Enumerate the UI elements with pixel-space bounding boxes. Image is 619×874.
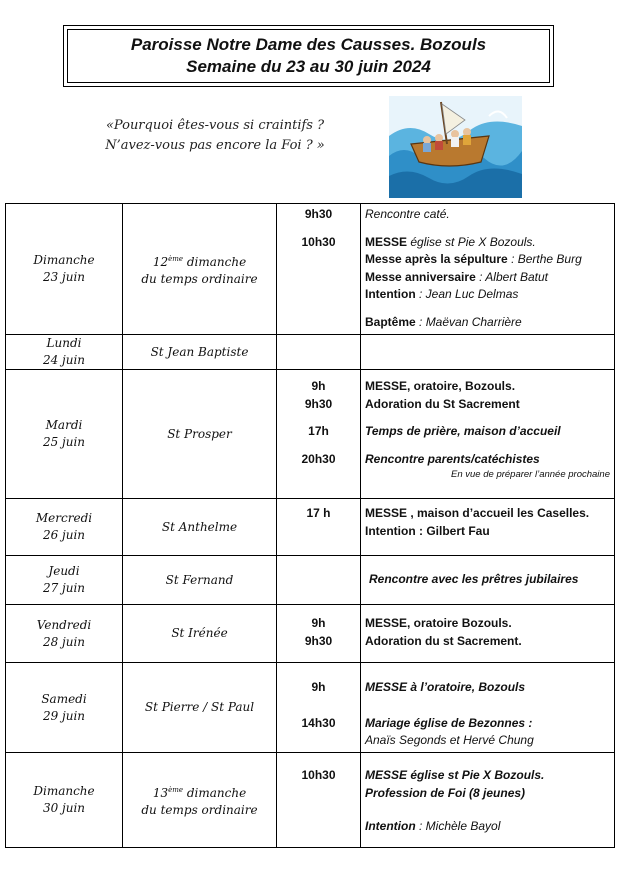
activity-line: MESSE, oratoire Bozouls. bbox=[365, 616, 512, 630]
day-date: 26 juin bbox=[42, 528, 86, 542]
time-entry: 9h bbox=[311, 616, 326, 630]
activity-line bbox=[361, 251, 614, 269]
time-entry: 20h30 bbox=[301, 451, 336, 466]
time-entry: 9h30 bbox=[304, 396, 333, 411]
activity-line: Mariage église de Bezonnes : bbox=[365, 715, 533, 730]
ordinal-suffix: ème bbox=[168, 785, 184, 794]
activity-line: Adoration du st Sacrement. bbox=[365, 633, 522, 648]
day-date: 23 juin bbox=[42, 270, 86, 284]
day-cell bbox=[6, 204, 123, 335]
activity-bold: Baptême bbox=[365, 314, 416, 329]
time-entry: 9h bbox=[311, 680, 326, 694]
time-entry: 10h30 bbox=[301, 234, 336, 249]
parish-title: Paroisse Notre Dame des Causses. Bozouls bbox=[130, 35, 487, 54]
liturgical-day-line-1 bbox=[123, 251, 276, 271]
time-entry: 9h bbox=[311, 379, 326, 393]
activity-cell bbox=[361, 335, 615, 370]
day-name: Samedi bbox=[41, 691, 87, 706]
activity-line bbox=[361, 818, 614, 836]
day-name: Vendredi bbox=[36, 617, 92, 632]
activity-cell bbox=[361, 663, 615, 753]
schedule-row bbox=[6, 335, 615, 370]
week-title: Semaine du 23 au 30 juin 2024 bbox=[186, 57, 431, 76]
activity-cell bbox=[361, 499, 615, 556]
ordinal-rest: dimanche bbox=[183, 785, 247, 800]
saint-cell bbox=[123, 204, 277, 335]
schedule-row bbox=[6, 204, 615, 335]
activity-note: En vue de préparer l’année prochaine bbox=[451, 469, 610, 480]
activity-detail: : Albert Batut bbox=[475, 269, 549, 284]
schedule-table bbox=[5, 203, 615, 848]
activity-cell bbox=[361, 204, 615, 335]
time-cell bbox=[277, 204, 361, 335]
saint-cell bbox=[123, 335, 277, 370]
activity-line: MESSE à l’oratoire, Bozouls bbox=[365, 680, 526, 694]
activity-line: Anaïs Segonds et Hervé Chung bbox=[365, 733, 534, 747]
saint-cell bbox=[123, 499, 277, 556]
liturgical-day-line-2: du temps ordinaire bbox=[141, 802, 258, 817]
ordinal-rest: dimanche bbox=[183, 254, 247, 269]
day-date: 30 juin bbox=[42, 801, 86, 815]
activity-bold: Messe après la sépulture bbox=[365, 252, 508, 266]
activity-bold: Intention bbox=[365, 819, 416, 833]
schedule-row bbox=[6, 556, 615, 605]
day-date: 27 juin bbox=[42, 581, 86, 595]
activity-line bbox=[361, 286, 614, 304]
time-entry: 9h30 bbox=[304, 633, 333, 648]
day-date: 28 juin bbox=[42, 634, 86, 649]
saint-name: St Fernand bbox=[165, 572, 234, 587]
saint-name: St Prosper bbox=[167, 426, 232, 441]
saint-cell bbox=[123, 556, 277, 605]
activity-line bbox=[361, 314, 614, 332]
time-cell bbox=[277, 753, 361, 848]
day-name: Jeudi bbox=[48, 564, 80, 578]
activity-detail: : Berthe Burg bbox=[507, 252, 582, 266]
activity-cell bbox=[361, 605, 615, 663]
saint-name: St Pierre / St Paul bbox=[144, 700, 255, 714]
activity-line bbox=[361, 269, 614, 287]
time-cell bbox=[277, 335, 361, 370]
day-name: Dimanche bbox=[33, 253, 95, 267]
activity-line: Rencontre caté. bbox=[365, 207, 450, 221]
day-name: Mardi bbox=[45, 418, 83, 432]
ordinal-number: 12 bbox=[152, 254, 169, 269]
liturgical-day-line-2: du temps ordinaire bbox=[141, 271, 258, 286]
quote-line-2: N’avez-vous pas encore la Foi ? » bbox=[105, 138, 325, 153]
day-cell bbox=[6, 499, 123, 556]
activity-line: MESSE , maison d’accueil les Caselles. bbox=[365, 506, 590, 520]
day-cell bbox=[6, 753, 123, 848]
schedule-row bbox=[6, 605, 615, 663]
time-entry: 14h30 bbox=[301, 715, 336, 730]
day-name: Lundi bbox=[46, 336, 82, 350]
day-cell bbox=[6, 370, 123, 499]
saint-name: St Anthelme bbox=[161, 519, 238, 534]
activity-line: Rencontre parents/catéchistes bbox=[365, 451, 540, 466]
activity-cell bbox=[361, 370, 615, 499]
day-cell bbox=[6, 605, 123, 663]
time-entry: 9h30 bbox=[304, 207, 333, 221]
activity-line: Temps de prière, maison d’accueil bbox=[365, 424, 561, 438]
day-date: 24 juin bbox=[42, 353, 86, 367]
activity-cell bbox=[361, 753, 615, 848]
day-cell bbox=[6, 556, 123, 605]
saint-cell bbox=[123, 663, 277, 753]
ordinal-number: 13 bbox=[152, 785, 169, 800]
activity-line: Intention : Gilbert Fau bbox=[365, 523, 490, 538]
time-entry: 17 h bbox=[306, 506, 331, 520]
schedule-row bbox=[6, 499, 615, 556]
schedule-row bbox=[6, 663, 615, 753]
time-entry: 10h30 bbox=[301, 768, 336, 782]
schedule-row bbox=[6, 370, 615, 499]
activity-detail: église st Pie X Bozouls. bbox=[407, 234, 536, 249]
activity-cell bbox=[361, 556, 615, 605]
schedule-row bbox=[6, 753, 615, 848]
liturgical-day-line-1 bbox=[123, 782, 276, 802]
activity-detail: : Michèle Bayol bbox=[415, 819, 501, 833]
saint-name: St Jean Baptiste bbox=[150, 344, 249, 359]
time-cell bbox=[277, 556, 361, 605]
day-cell bbox=[6, 335, 123, 370]
saint-cell bbox=[123, 370, 277, 499]
activity-line: Profession de Foi (8 jeunes) bbox=[365, 785, 526, 800]
day-cell bbox=[6, 663, 123, 753]
saint-cell bbox=[123, 753, 277, 848]
quote-line-1: «Pourquoi êtes-vous si craintifs ? bbox=[105, 118, 325, 133]
day-date: 29 juin bbox=[42, 708, 86, 723]
activity-bold: Intention bbox=[365, 287, 416, 301]
time-cell bbox=[277, 605, 361, 663]
header-box bbox=[63, 25, 554, 87]
time-cell bbox=[277, 499, 361, 556]
day-date: 25 juin bbox=[42, 435, 86, 449]
activity-bold: Messe anniversaire bbox=[365, 269, 476, 284]
activity-detail: : Maëvan Charrière bbox=[415, 314, 522, 329]
time-cell bbox=[277, 663, 361, 753]
boat-storm-illustration bbox=[389, 96, 522, 198]
saint-name: St Irénée bbox=[171, 626, 228, 640]
activity-line: MESSE, oratoire, Bozouls. bbox=[365, 379, 516, 393]
header-inner-frame bbox=[67, 29, 550, 83]
ordinal-suffix: ème bbox=[168, 254, 184, 263]
activity-line bbox=[361, 234, 614, 252]
activity-bold: MESSE bbox=[365, 234, 408, 249]
time-cell bbox=[277, 370, 361, 499]
gospel-quote bbox=[60, 116, 370, 156]
activity-line: Adoration du St Sacrement bbox=[365, 396, 520, 411]
activity-line: MESSE église st Pie X Bozouls. bbox=[365, 768, 545, 782]
time-entry: 17h bbox=[308, 424, 329, 438]
day-name: Mercredi bbox=[35, 511, 93, 525]
day-name: Dimanche bbox=[33, 784, 95, 798]
saint-cell bbox=[123, 605, 277, 663]
activity-detail: : Jean Luc Delmas bbox=[415, 287, 519, 301]
activity-line: Rencontre avec les prêtres jubilaires bbox=[369, 572, 579, 587]
